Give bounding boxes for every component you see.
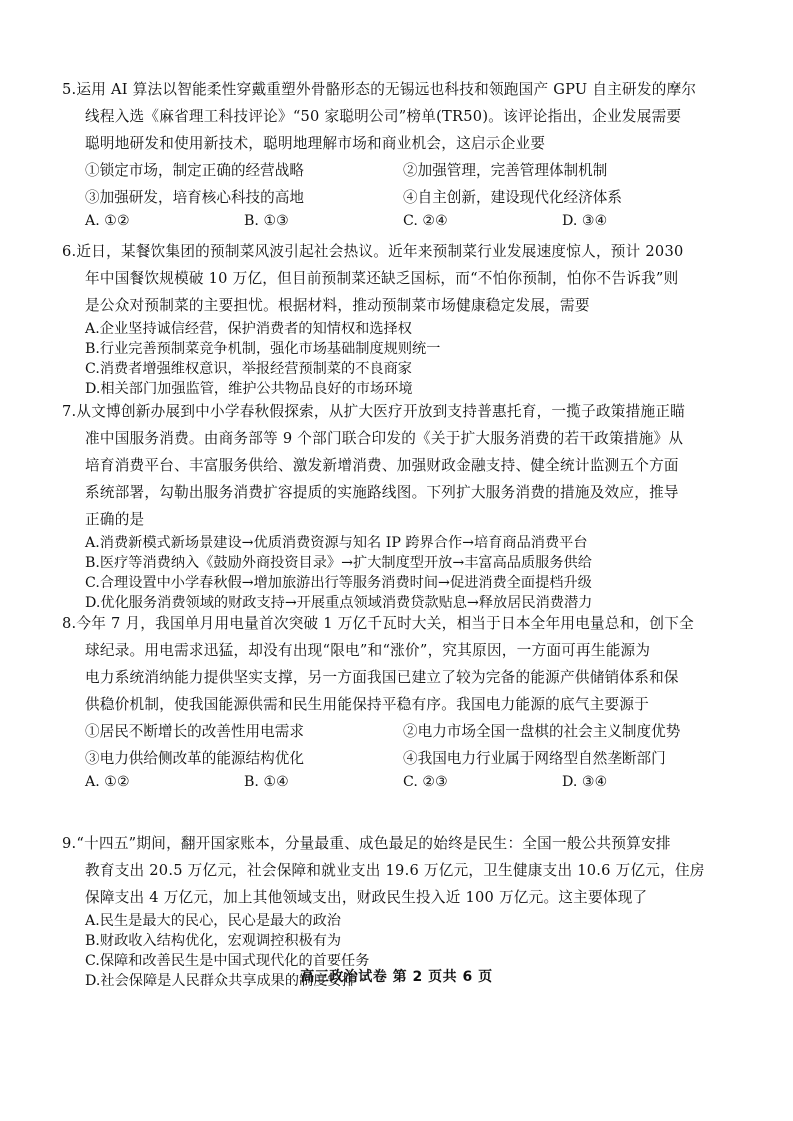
question-7-option-a[interactable]: A.消费新模式新场景建设→优质消费资源与知名 IP 跨界合作→培育商品消费平台: [85, 535, 588, 551]
question-9-stem-line: 保障支出 4 万亿元，加上其他领域支出，财政民生投入近 100 万亿元。这主要体现了: [85, 889, 648, 906]
question-8-choices: [62, 772, 742, 792]
question-8-stem-line: 球纪录。用电需求迅猛，却没有出现“限电”和“涨价”，究其原因，一方面可再生能源为: [85, 642, 651, 659]
question-8-item-2: ②电力市场全国一盘棋的社会主义制度优势: [403, 723, 681, 740]
question-8-items-row: [62, 718, 742, 745]
question-8-choice-a[interactable]: A. ①②: [85, 774, 130, 790]
question-8-item-1: ①居民不断增长的改善性用电需求: [85, 723, 304, 740]
question-9-option-d[interactable]: D.社会保障是人民群众共享成果的制度安排: [85, 973, 356, 989]
question-5-item-3: ③加强研发，培育核心科技的高地: [85, 189, 304, 206]
question-6-option-a[interactable]: A.企业坚持诚信经营，保护消费者的知情权和选择权: [85, 321, 412, 337]
question-7-stem-line: 准中国服务消费。由商务部等 9 个部门联合印发的《关于扩大服务消费的若干政策措施》从: [85, 430, 684, 447]
question-5-choice-d[interactable]: D. ③④: [562, 213, 608, 229]
question-5-choice-b[interactable]: B. ①③: [244, 213, 289, 229]
question-6-stem-line: 是公众对预制菜的主要担忧。根据材料，推动预制菜市场健康稳定发展，需要: [85, 297, 590, 314]
question-9-option-c[interactable]: C.保障和改善民生是中国式现代化的首要任务: [85, 953, 370, 969]
question-7-option-c[interactable]: C.合理设置中小学春秋假→增加旅游出行等服务消费时间→促进消费全面提档升级: [85, 575, 592, 591]
question-9-option-a[interactable]: A.民生是最大的民心，民心是最大的政治: [85, 913, 341, 929]
question-5-choice-c[interactable]: C. ②④: [403, 213, 448, 229]
question-5-items-row: [62, 157, 742, 184]
question-8-choice-b[interactable]: B. ①④: [244, 774, 289, 790]
question-9-option-b[interactable]: B.财政收入结构优化，宏观调控积极有为: [85, 933, 342, 949]
question-5-stem-line: 5.运用 AI 算法以智能柔性穿戴重塑外骨骼形态的无锡远也科技和领跑国产 GPU 自主研发的摩尔: [62, 81, 697, 98]
page-footer: 高三政治试卷 第 2 页共 6 页: [300, 969, 493, 985]
question-8-choice-c[interactable]: C. ②③: [403, 774, 448, 790]
question-5-item-1: ①锁定市场，制定正确的经营战略: [85, 162, 304, 179]
question-8-stem-line: 8.今年 7 月，我国单月用电量首次突破 1 万亿千瓦时大关，相当于日本全年用电量总和，创下全: [62, 615, 694, 632]
question-5-stem-line: 线程入选《麻省理工科技评论》“50 家聪明公司”榜单(TR50)。该评论指出，企业发展需要: [85, 108, 682, 125]
question-8: [62, 610, 742, 792]
question-5-items-row: [62, 184, 742, 211]
question-8-items-row: [62, 745, 742, 772]
question-5-item-4: ④自主创新，建设现代化经济体系: [403, 189, 622, 206]
question-7-stem-line: 正确的是: [85, 511, 145, 528]
question-6-stem-line: 年中国餐饮规模破 10 万亿，但目前预制菜还缺乏国标，而“不怕你预制，怕你不告诉我”则: [85, 270, 679, 287]
question-5-choice-a[interactable]: A. ①②: [85, 213, 130, 229]
question-7-option-d[interactable]: D.优化服务消费领域的财政支持→开展重点领域消费贷款贴息→释放居民消费潜力: [85, 595, 593, 611]
question-9-stem-line: 9.“十四五”期间，翻开国家账本，分量最重、成色最足的始终是民生：全国一般公共预算安排: [62, 835, 671, 852]
question-7-option-b[interactable]: B.医疗等消费纳入《鼓励外商投资目录》→扩大制度型开放→丰富高品质服务供给: [85, 555, 592, 571]
question-8-stem-line: 电力系统消纳能力提供坚实支撑，另一方面我国已建立了较为完备的能源产供储销体系和保: [85, 669, 679, 686]
question-9-stem-line: 教育支出 20.5 万亿元，社会保障和就业支出 19.6 万亿元，卫生健康支出 10.6 万亿元，住房: [85, 862, 705, 879]
question-6-option-b[interactable]: B.行业完善预制菜竞争机制，强化市场基础制度规则统一: [85, 341, 441, 357]
question-6: [62, 238, 742, 399]
question-5-item-2: ②加强管理，完善管理体制机制: [403, 162, 608, 179]
question-5: [62, 76, 742, 231]
question-6-option-c[interactable]: C.消费者增强维权意识，举报经营预制菜的不良商家: [85, 361, 412, 377]
question-7-stem-line: 7.从文博创新办展到中小学春秋假探索，从扩大医疗开放到支持普惠托育，一揽子政策措施正瞄: [62, 403, 686, 420]
question-6-option-d[interactable]: D.相关部门加强监管，维护公共物品良好的市场环境: [85, 381, 413, 397]
question-8-stem-line: 供稳价机制，使我国能源供需和民生用能保持平稳有序。我国电力能源的底气主要源于: [85, 696, 650, 713]
question-6-stem-line: 6.近日，某餐饮集团的预制菜风波引起社会热议。近年来预制菜行业发展速度惊人，预计 2030: [62, 243, 684, 260]
question-7-stem-line: 培育消费平台、丰富服务供给、激发新增消费、加强财政金融支持、健全统计监测五个方面: [85, 457, 679, 474]
question-5-stem-line: 聪明地研发和使用新技术，聪明地理解市场和商业机会，这启示企业要: [85, 135, 546, 152]
question-7: [62, 398, 742, 613]
question-8-item-3: ③电力供给侧改革的能源结构优化: [85, 750, 304, 767]
question-8-choice-d[interactable]: D. ③④: [562, 774, 608, 790]
question-5-choices: [62, 211, 742, 231]
question-7-stem-line: 系统部署，勾勒出服务消费扩容提质的实施路线图。下列扩大服务消费的措施及效应，推导: [85, 484, 679, 501]
question-8-item-4: ④我国电力行业属于网络型自然垄断部门: [403, 750, 666, 767]
